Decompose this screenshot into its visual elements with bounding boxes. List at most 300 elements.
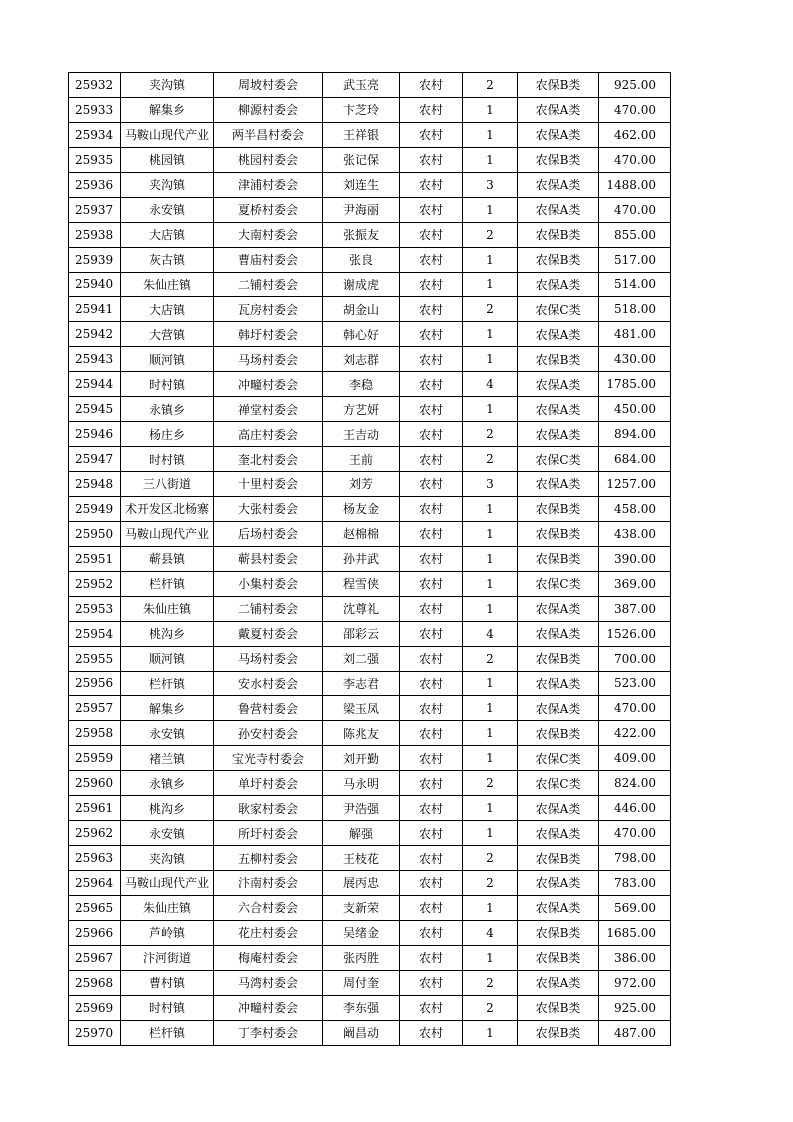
village-cell: 高庄村委会 xyxy=(214,422,323,447)
member-count-cell: 1 xyxy=(463,272,518,297)
insurance-category-cell: 农保B类 xyxy=(518,920,599,945)
village-cell: 鲁营村委会 xyxy=(214,696,323,721)
household-type-cell: 农村 xyxy=(400,147,463,172)
table-row xyxy=(69,247,671,272)
household-type-cell: 农村 xyxy=(400,97,463,122)
record-id-cell: 25946 xyxy=(69,422,121,447)
member-count-cell: 2 xyxy=(463,846,518,871)
amount-cell: 462.00 xyxy=(599,122,671,147)
person-name-cell: 张丙胜 xyxy=(323,945,400,970)
town-cell: 杨庄乡 xyxy=(121,422,214,447)
village-cell: 所圩村委会 xyxy=(214,821,323,846)
person-name-cell: 尹浩强 xyxy=(323,796,400,821)
insurance-category-cell: 农保B类 xyxy=(518,1020,599,1045)
table-row xyxy=(69,472,671,497)
household-type-cell: 农村 xyxy=(400,970,463,995)
table-row xyxy=(69,821,671,846)
table-row xyxy=(69,322,671,347)
amount-cell: 450.00 xyxy=(599,397,671,422)
town-cell: 朱仙庄镇 xyxy=(121,596,214,621)
amount-cell: 487.00 xyxy=(599,1020,671,1045)
record-id-cell: 25955 xyxy=(69,646,121,671)
amount-cell: 518.00 xyxy=(599,297,671,322)
benefit-table xyxy=(68,72,671,1046)
person-name-cell: 李东强 xyxy=(323,995,400,1020)
village-cell: 冲疃村委会 xyxy=(214,995,323,1020)
insurance-category-cell: 农保A类 xyxy=(518,197,599,222)
village-cell: 柳源村委会 xyxy=(214,97,323,122)
household-type-cell: 农村 xyxy=(400,496,463,521)
record-id-cell: 25937 xyxy=(69,197,121,222)
village-cell: 桃园村委会 xyxy=(214,147,323,172)
household-type-cell: 农村 xyxy=(400,871,463,896)
village-cell: 夏桥村委会 xyxy=(214,197,323,222)
town-cell: 蕲县镇 xyxy=(121,546,214,571)
table-row xyxy=(69,272,671,297)
amount-cell: 1257.00 xyxy=(599,472,671,497)
member-count-cell: 2 xyxy=(463,422,518,447)
record-id-cell: 25969 xyxy=(69,995,121,1020)
person-name-cell: 展丙忠 xyxy=(323,871,400,896)
amount-cell: 855.00 xyxy=(599,222,671,247)
table-row xyxy=(69,596,671,621)
member-count-cell: 2 xyxy=(463,73,518,98)
insurance-category-cell: 农保A类 xyxy=(518,272,599,297)
table-row xyxy=(69,671,671,696)
amount-cell: 446.00 xyxy=(599,796,671,821)
member-count-cell: 2 xyxy=(463,447,518,472)
person-name-cell: 刘志群 xyxy=(323,347,400,372)
member-count-cell: 1 xyxy=(463,347,518,372)
record-id-cell: 25953 xyxy=(69,596,121,621)
table-row xyxy=(69,496,671,521)
village-cell: 宝光寺村委会 xyxy=(214,746,323,771)
record-id-cell: 25942 xyxy=(69,322,121,347)
amount-cell: 972.00 xyxy=(599,970,671,995)
person-name-cell: 梁玉凤 xyxy=(323,696,400,721)
town-cell: 大营镇 xyxy=(121,322,214,347)
member-count-cell: 2 xyxy=(463,297,518,322)
town-cell: 时村镇 xyxy=(121,995,214,1020)
record-id-cell: 25958 xyxy=(69,721,121,746)
village-cell: 禅堂村委会 xyxy=(214,397,323,422)
person-name-cell: 刘连生 xyxy=(323,172,400,197)
member-count-cell: 1 xyxy=(463,721,518,746)
town-cell: 时村镇 xyxy=(121,447,214,472)
insurance-category-cell: 农保A类 xyxy=(518,122,599,147)
table-body xyxy=(69,73,671,1046)
town-cell: 栏杆镇 xyxy=(121,1020,214,1045)
household-type-cell: 农村 xyxy=(400,796,463,821)
table-row xyxy=(69,696,671,721)
amount-cell: 517.00 xyxy=(599,247,671,272)
insurance-category-cell: 农保A类 xyxy=(518,422,599,447)
insurance-category-cell: 农保C类 xyxy=(518,571,599,596)
household-type-cell: 农村 xyxy=(400,172,463,197)
insurance-category-cell: 农保A类 xyxy=(518,895,599,920)
household-type-cell: 农村 xyxy=(400,297,463,322)
village-cell: 丁李村委会 xyxy=(214,1020,323,1045)
insurance-category-cell: 农保C类 xyxy=(518,771,599,796)
household-type-cell: 农村 xyxy=(400,447,463,472)
household-type-cell: 农村 xyxy=(400,846,463,871)
record-id-cell: 25956 xyxy=(69,671,121,696)
insurance-category-cell: 农保B类 xyxy=(518,247,599,272)
table-row xyxy=(69,97,671,122)
amount-cell: 700.00 xyxy=(599,646,671,671)
household-type-cell: 农村 xyxy=(400,895,463,920)
record-id-cell: 25961 xyxy=(69,796,121,821)
person-name-cell: 马永明 xyxy=(323,771,400,796)
record-id-cell: 25959 xyxy=(69,746,121,771)
record-id-cell: 25966 xyxy=(69,920,121,945)
insurance-category-cell: 农保B类 xyxy=(518,73,599,98)
member-count-cell: 1 xyxy=(463,571,518,596)
amount-cell: 925.00 xyxy=(599,995,671,1020)
insurance-category-cell: 农保A类 xyxy=(518,322,599,347)
amount-cell: 783.00 xyxy=(599,871,671,896)
town-cell: 马鞍山现代产业 xyxy=(121,871,214,896)
person-name-cell: 孙井武 xyxy=(323,546,400,571)
town-cell: 顺河镇 xyxy=(121,347,214,372)
record-id-cell: 25963 xyxy=(69,846,121,871)
amount-cell: 1526.00 xyxy=(599,621,671,646)
insurance-category-cell: 农保B类 xyxy=(518,721,599,746)
person-name-cell: 邵彩云 xyxy=(323,621,400,646)
person-name-cell: 李志君 xyxy=(323,671,400,696)
village-cell: 孙安村委会 xyxy=(214,721,323,746)
insurance-category-cell: 农保C类 xyxy=(518,746,599,771)
insurance-category-cell: 农保A类 xyxy=(518,871,599,896)
household-type-cell: 农村 xyxy=(400,222,463,247)
town-cell: 灰古镇 xyxy=(121,247,214,272)
table-row xyxy=(69,347,671,372)
town-cell: 马鞍山现代产业 xyxy=(121,122,214,147)
table-row xyxy=(69,721,671,746)
record-id-cell: 25951 xyxy=(69,546,121,571)
town-cell: 大店镇 xyxy=(121,222,214,247)
village-cell: 二铺村委会 xyxy=(214,596,323,621)
table-row xyxy=(69,571,671,596)
town-cell: 顺河镇 xyxy=(121,646,214,671)
insurance-category-cell: 农保A类 xyxy=(518,596,599,621)
table-row xyxy=(69,222,671,247)
town-cell: 永安镇 xyxy=(121,197,214,222)
town-cell: 栏杆镇 xyxy=(121,571,214,596)
household-type-cell: 农村 xyxy=(400,671,463,696)
amount-cell: 458.00 xyxy=(599,496,671,521)
person-name-cell: 李稳 xyxy=(323,372,400,397)
member-count-cell: 1 xyxy=(463,796,518,821)
member-count-cell: 4 xyxy=(463,621,518,646)
member-count-cell: 2 xyxy=(463,222,518,247)
member-count-cell: 1 xyxy=(463,546,518,571)
village-cell: 花庄村委会 xyxy=(214,920,323,945)
village-cell: 五柳村委会 xyxy=(214,846,323,871)
village-cell: 梅庵村委会 xyxy=(214,945,323,970)
member-count-cell: 4 xyxy=(463,920,518,945)
member-count-cell: 1 xyxy=(463,696,518,721)
person-name-cell: 刘开勤 xyxy=(323,746,400,771)
table-row xyxy=(69,546,671,571)
town-cell: 夹沟镇 xyxy=(121,73,214,98)
insurance-category-cell: 农保A类 xyxy=(518,472,599,497)
household-type-cell: 农村 xyxy=(400,521,463,546)
town-cell: 朱仙庄镇 xyxy=(121,272,214,297)
table-row xyxy=(69,746,671,771)
record-id-cell: 25940 xyxy=(69,272,121,297)
village-cell: 大南村委会 xyxy=(214,222,323,247)
record-id-cell: 25941 xyxy=(69,297,121,322)
member-count-cell: 1 xyxy=(463,247,518,272)
table-row xyxy=(69,796,671,821)
village-cell: 单圩村委会 xyxy=(214,771,323,796)
member-count-cell: 3 xyxy=(463,172,518,197)
record-id-cell: 25945 xyxy=(69,397,121,422)
village-cell: 马湾村委会 xyxy=(214,970,323,995)
village-cell: 耿家村委会 xyxy=(214,796,323,821)
amount-cell: 514.00 xyxy=(599,272,671,297)
household-type-cell: 农村 xyxy=(400,472,463,497)
amount-cell: 1488.00 xyxy=(599,172,671,197)
member-count-cell: 4 xyxy=(463,372,518,397)
member-count-cell: 2 xyxy=(463,771,518,796)
member-count-cell: 1 xyxy=(463,596,518,621)
household-type-cell: 农村 xyxy=(400,372,463,397)
member-count-cell: 2 xyxy=(463,871,518,896)
household-type-cell: 农村 xyxy=(400,197,463,222)
insurance-category-cell: 农保B类 xyxy=(518,646,599,671)
amount-cell: 470.00 xyxy=(599,147,671,172)
village-cell: 后场村委会 xyxy=(214,521,323,546)
person-name-cell: 谢成虎 xyxy=(323,272,400,297)
record-id-cell: 25954 xyxy=(69,621,121,646)
village-cell: 小集村委会 xyxy=(214,571,323,596)
amount-cell: 422.00 xyxy=(599,721,671,746)
person-name-cell: 王祥银 xyxy=(323,122,400,147)
amount-cell: 387.00 xyxy=(599,596,671,621)
person-name-cell: 阚昌动 xyxy=(323,1020,400,1045)
person-name-cell: 解强 xyxy=(323,821,400,846)
member-count-cell: 1 xyxy=(463,397,518,422)
town-cell: 栏杆镇 xyxy=(121,671,214,696)
person-name-cell: 程雪侠 xyxy=(323,571,400,596)
household-type-cell: 农村 xyxy=(400,646,463,671)
table-row xyxy=(69,771,671,796)
insurance-category-cell: 农保A类 xyxy=(518,372,599,397)
village-cell: 蕲县村委会 xyxy=(214,546,323,571)
amount-cell: 684.00 xyxy=(599,447,671,472)
table-row xyxy=(69,970,671,995)
town-cell: 马鞍山现代产业 xyxy=(121,521,214,546)
household-type-cell: 农村 xyxy=(400,272,463,297)
town-cell: 永安镇 xyxy=(121,721,214,746)
person-name-cell: 方艺妍 xyxy=(323,397,400,422)
insurance-category-cell: 农保A类 xyxy=(518,172,599,197)
household-type-cell: 农村 xyxy=(400,122,463,147)
member-count-cell: 1 xyxy=(463,746,518,771)
town-cell: 永安镇 xyxy=(121,821,214,846)
household-type-cell: 农村 xyxy=(400,322,463,347)
record-id-cell: 25933 xyxy=(69,97,121,122)
amount-cell: 1785.00 xyxy=(599,372,671,397)
insurance-category-cell: 农保C类 xyxy=(518,297,599,322)
household-type-cell: 农村 xyxy=(400,945,463,970)
household-type-cell: 农村 xyxy=(400,73,463,98)
household-type-cell: 农村 xyxy=(400,821,463,846)
insurance-category-cell: 农保A类 xyxy=(518,397,599,422)
amount-cell: 430.00 xyxy=(599,347,671,372)
town-cell: 汴河街道 xyxy=(121,945,214,970)
village-cell: 安水村委会 xyxy=(214,671,323,696)
table-row xyxy=(69,122,671,147)
household-type-cell: 农村 xyxy=(400,771,463,796)
person-name-cell: 沈尊礼 xyxy=(323,596,400,621)
table-row xyxy=(69,422,671,447)
person-name-cell: 卞芝玲 xyxy=(323,97,400,122)
town-cell: 三八街道 xyxy=(121,472,214,497)
record-id-cell: 25952 xyxy=(69,571,121,596)
table-row xyxy=(69,621,671,646)
person-name-cell: 尹海丽 xyxy=(323,197,400,222)
member-count-cell: 1 xyxy=(463,671,518,696)
table-row xyxy=(69,521,671,546)
insurance-category-cell: 农保B类 xyxy=(518,222,599,247)
household-type-cell: 农村 xyxy=(400,546,463,571)
record-id-cell: 25968 xyxy=(69,970,121,995)
insurance-category-cell: 农保A类 xyxy=(518,621,599,646)
record-id-cell: 25939 xyxy=(69,247,121,272)
table-row xyxy=(69,895,671,920)
insurance-category-cell: 农保B类 xyxy=(518,347,599,372)
amount-cell: 523.00 xyxy=(599,671,671,696)
person-name-cell: 张良 xyxy=(323,247,400,272)
village-cell: 瓦房村委会 xyxy=(214,297,323,322)
member-count-cell: 2 xyxy=(463,995,518,1020)
amount-cell: 409.00 xyxy=(599,746,671,771)
person-name-cell: 赵棉棉 xyxy=(323,521,400,546)
village-cell: 十里村委会 xyxy=(214,472,323,497)
town-cell: 曹村镇 xyxy=(121,970,214,995)
amount-cell: 470.00 xyxy=(599,696,671,721)
insurance-category-cell: 农保B类 xyxy=(518,945,599,970)
record-id-cell: 25943 xyxy=(69,347,121,372)
household-type-cell: 农村 xyxy=(400,596,463,621)
village-cell: 戴夏村委会 xyxy=(214,621,323,646)
amount-cell: 894.00 xyxy=(599,422,671,447)
town-cell: 术开发区北杨寨 xyxy=(121,496,214,521)
record-id-cell: 25970 xyxy=(69,1020,121,1045)
amount-cell: 369.00 xyxy=(599,571,671,596)
record-id-cell: 25967 xyxy=(69,945,121,970)
household-type-cell: 农村 xyxy=(400,696,463,721)
village-cell: 大张村委会 xyxy=(214,496,323,521)
person-name-cell: 王吉动 xyxy=(323,422,400,447)
amount-cell: 569.00 xyxy=(599,895,671,920)
household-type-cell: 农村 xyxy=(400,721,463,746)
household-type-cell: 农村 xyxy=(400,621,463,646)
person-name-cell: 杨友金 xyxy=(323,496,400,521)
village-cell: 马场村委会 xyxy=(214,347,323,372)
insurance-category-cell: 农保A类 xyxy=(518,97,599,122)
insurance-category-cell: 农保A类 xyxy=(518,696,599,721)
insurance-category-cell: 农保A类 xyxy=(518,970,599,995)
table-row xyxy=(69,297,671,322)
table-row xyxy=(69,995,671,1020)
person-name-cell: 韩心好 xyxy=(323,322,400,347)
household-type-cell: 农村 xyxy=(400,746,463,771)
member-count-cell: 2 xyxy=(463,646,518,671)
amount-cell: 470.00 xyxy=(599,97,671,122)
record-id-cell: 25949 xyxy=(69,496,121,521)
amount-cell: 925.00 xyxy=(599,73,671,98)
record-id-cell: 25964 xyxy=(69,871,121,896)
town-cell: 桃沟乡 xyxy=(121,796,214,821)
record-id-cell: 25965 xyxy=(69,895,121,920)
table-row xyxy=(69,197,671,222)
person-name-cell: 王枝花 xyxy=(323,846,400,871)
record-id-cell: 25950 xyxy=(69,521,121,546)
amount-cell: 386.00 xyxy=(599,945,671,970)
member-count-cell: 3 xyxy=(463,472,518,497)
insurance-category-cell: 农保C类 xyxy=(518,447,599,472)
member-count-cell: 1 xyxy=(463,1020,518,1045)
insurance-category-cell: 农保A类 xyxy=(518,821,599,846)
town-cell: 夹沟镇 xyxy=(121,172,214,197)
amount-cell: 798.00 xyxy=(599,846,671,871)
record-id-cell: 25932 xyxy=(69,73,121,98)
record-id-cell: 25960 xyxy=(69,771,121,796)
household-type-cell: 农村 xyxy=(400,920,463,945)
amount-cell: 470.00 xyxy=(599,197,671,222)
table-row xyxy=(69,846,671,871)
person-name-cell: 吴绪金 xyxy=(323,920,400,945)
member-count-cell: 1 xyxy=(463,945,518,970)
person-name-cell: 武玉亮 xyxy=(323,73,400,98)
amount-cell: 824.00 xyxy=(599,771,671,796)
record-id-cell: 25936 xyxy=(69,172,121,197)
insurance-category-cell: 农保B类 xyxy=(518,546,599,571)
town-cell: 永镇乡 xyxy=(121,771,214,796)
amount-cell: 470.00 xyxy=(599,821,671,846)
household-type-cell: 农村 xyxy=(400,347,463,372)
member-count-cell: 1 xyxy=(463,496,518,521)
table-row xyxy=(69,172,671,197)
household-type-cell: 农村 xyxy=(400,397,463,422)
household-type-cell: 农村 xyxy=(400,422,463,447)
amount-cell: 481.00 xyxy=(599,322,671,347)
amount-cell: 390.00 xyxy=(599,546,671,571)
town-cell: 时村镇 xyxy=(121,372,214,397)
town-cell: 夹沟镇 xyxy=(121,846,214,871)
record-id-cell: 25948 xyxy=(69,472,121,497)
record-id-cell: 25957 xyxy=(69,696,121,721)
village-cell: 冲疃村委会 xyxy=(214,372,323,397)
insurance-category-cell: 农保A类 xyxy=(518,796,599,821)
table-row xyxy=(69,397,671,422)
town-cell: 桃园镇 xyxy=(121,147,214,172)
record-id-cell: 25938 xyxy=(69,222,121,247)
person-name-cell: 胡金山 xyxy=(323,297,400,322)
town-cell: 褚兰镇 xyxy=(121,746,214,771)
village-cell: 汴南村委会 xyxy=(214,871,323,896)
table-row xyxy=(69,646,671,671)
insurance-category-cell: 农保B类 xyxy=(518,846,599,871)
town-cell: 解集乡 xyxy=(121,97,214,122)
village-cell: 六合村委会 xyxy=(214,895,323,920)
member-count-cell: 1 xyxy=(463,521,518,546)
town-cell: 朱仙庄镇 xyxy=(121,895,214,920)
